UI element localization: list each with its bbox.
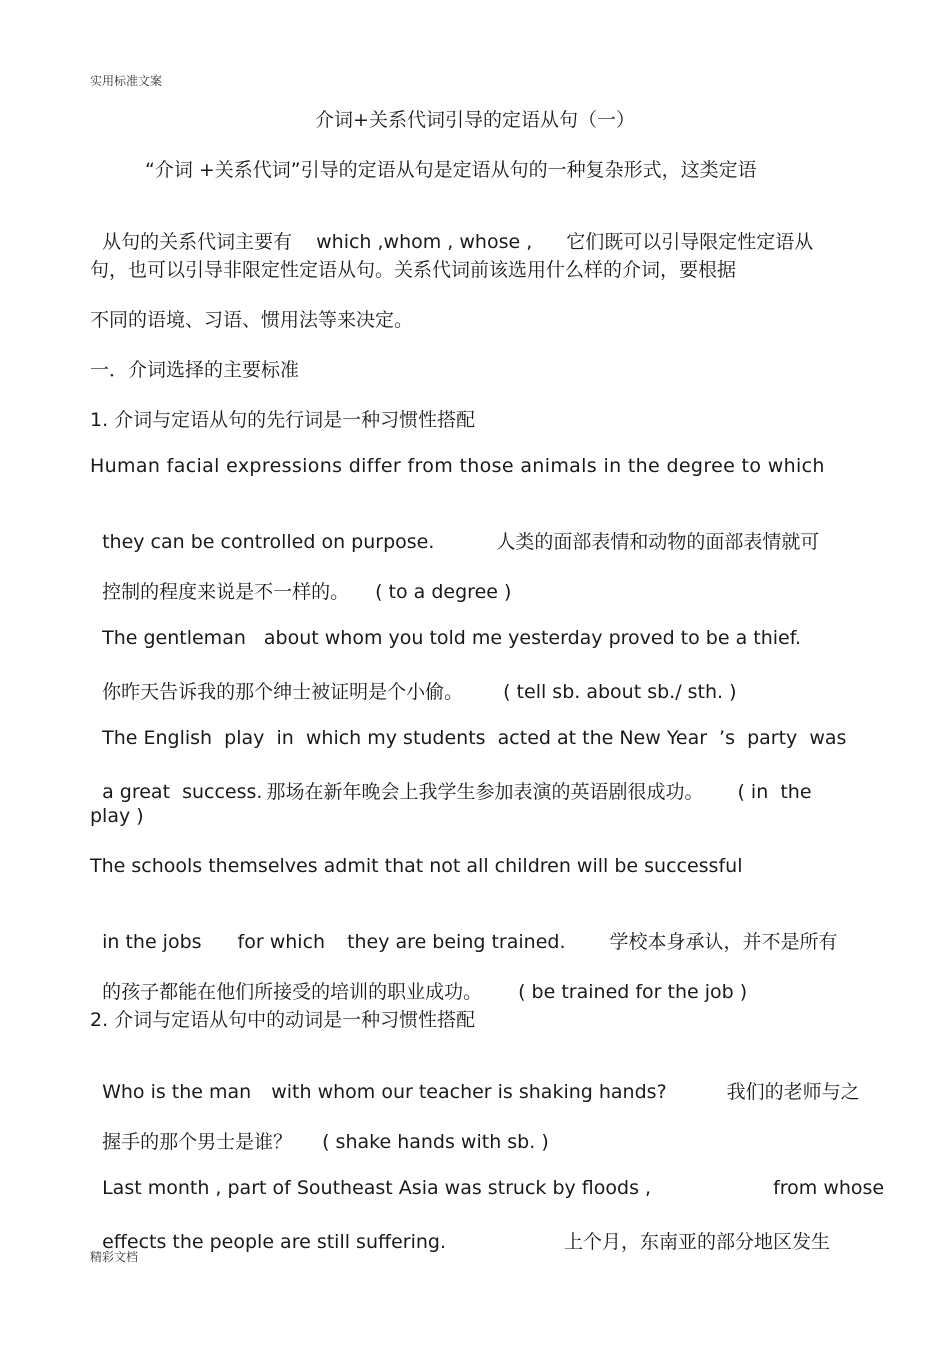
text-segment: which ,whom , whose , (316, 231, 533, 253)
example-sentence (90, 905, 838, 954)
paragraph-line: 不同的语境、习语、惯用法等来决定。 (90, 309, 414, 331)
collocation-note: ( shake hands with sb. ) (322, 1131, 549, 1153)
example-sentence: The schools themselves admit that not all children will be successful (90, 855, 743, 877)
text-segment: about whom you told me yesterday proved to be a thief. (263, 627, 802, 649)
text-segment: they are being trained. (347, 931, 566, 953)
document-title: 介词+关系代词引导的定语从句（一） (315, 109, 635, 131)
translation: 学校本身承认，并不是所有 (609, 931, 838, 953)
text-segment: 它们既可以引导限定性定语从 (566, 231, 814, 253)
paragraph-line (90, 205, 813, 254)
example-sentence (90, 1055, 860, 1104)
collocation-note: ( to a degree ) (375, 581, 512, 603)
text-segment: The English play in which my students acted at the New Year (102, 727, 708, 749)
example-sentence (90, 605, 801, 649)
example-sentence (90, 955, 747, 1004)
text-segment: Last month , part of Southeast Asia was struck by floods , (102, 1177, 652, 1199)
example-sentence (90, 1105, 549, 1154)
translation: 那场在新年晚会上我学生参加表演的英语剧很成功。 (266, 781, 704, 803)
example-sentence (90, 555, 511, 604)
text-segment: The gentleman (102, 627, 246, 649)
paragraph-line: 句，也可以引导非限定性定语从句。关系代词前该选用什么样的介词，要根据 (90, 259, 737, 281)
paragraph-line: “介词 +关系代词”引导的定语从句是定语从句的一种复杂形式，这类定语 (145, 159, 757, 181)
text-segment: effects the people are still suffering. (102, 1231, 447, 1253)
section-heading: 一．介词选择的主要标准 (90, 359, 300, 381)
header-note: 实用标准文案 (90, 74, 163, 88)
translation: 人类的面部表情和动物的面部表情就可 (496, 531, 820, 553)
text-segment: from whose (773, 1177, 885, 1199)
example-sentence (90, 1205, 830, 1254)
translation: 我们的老师与之 (726, 1081, 860, 1103)
text-segment: Who is the man (102, 1081, 252, 1103)
translation: 的孩子都能在他们所接受的培训的职业成功。 (102, 981, 483, 1003)
example-sentence (90, 655, 737, 704)
text-segment: 从句的关系代词主要有 (102, 231, 293, 253)
text-segment: in the jobs (102, 931, 202, 953)
subsection-heading: 2. 介词与定语从句中的动词是一种习惯性搭配 (90, 1009, 476, 1031)
example-sentence (90, 755, 812, 804)
text-segment: with whom our teacher is shaking hands? (271, 1081, 667, 1103)
subsection-heading: 1. 介词与定语从句的先行词是一种习惯性搭配 (90, 409, 476, 431)
text-segment: for which (237, 931, 326, 953)
footer-note: 精彩文档 (90, 1250, 139, 1264)
text-segment: they can be controlled on purpose. (102, 531, 435, 553)
collocation-note: ( be trained for the job ) (518, 981, 748, 1003)
example-sentence: Human facial expressions differ from those animals in the degree to which (90, 455, 825, 477)
example-sentence: play ) (90, 805, 144, 827)
translation: 握手的那个男士是谁？ (102, 1131, 293, 1153)
example-sentence (90, 505, 819, 554)
translation: 控制的程度来说是不一样的。 (102, 581, 350, 603)
example-sentence (90, 705, 846, 749)
text-segment: ’s party was (719, 727, 847, 749)
text-segment: a great success. (102, 781, 263, 803)
translation: 你昨天告诉我的那个绅士被证明是个小偷。 (102, 681, 464, 703)
collocation-note: ( tell sb. about sb./ sth. ) (503, 681, 737, 703)
example-sentence (90, 1155, 884, 1199)
collocation-note: ( in the (737, 781, 812, 803)
translation: 上个月，东南亚的部分地区发生 (564, 1231, 831, 1253)
